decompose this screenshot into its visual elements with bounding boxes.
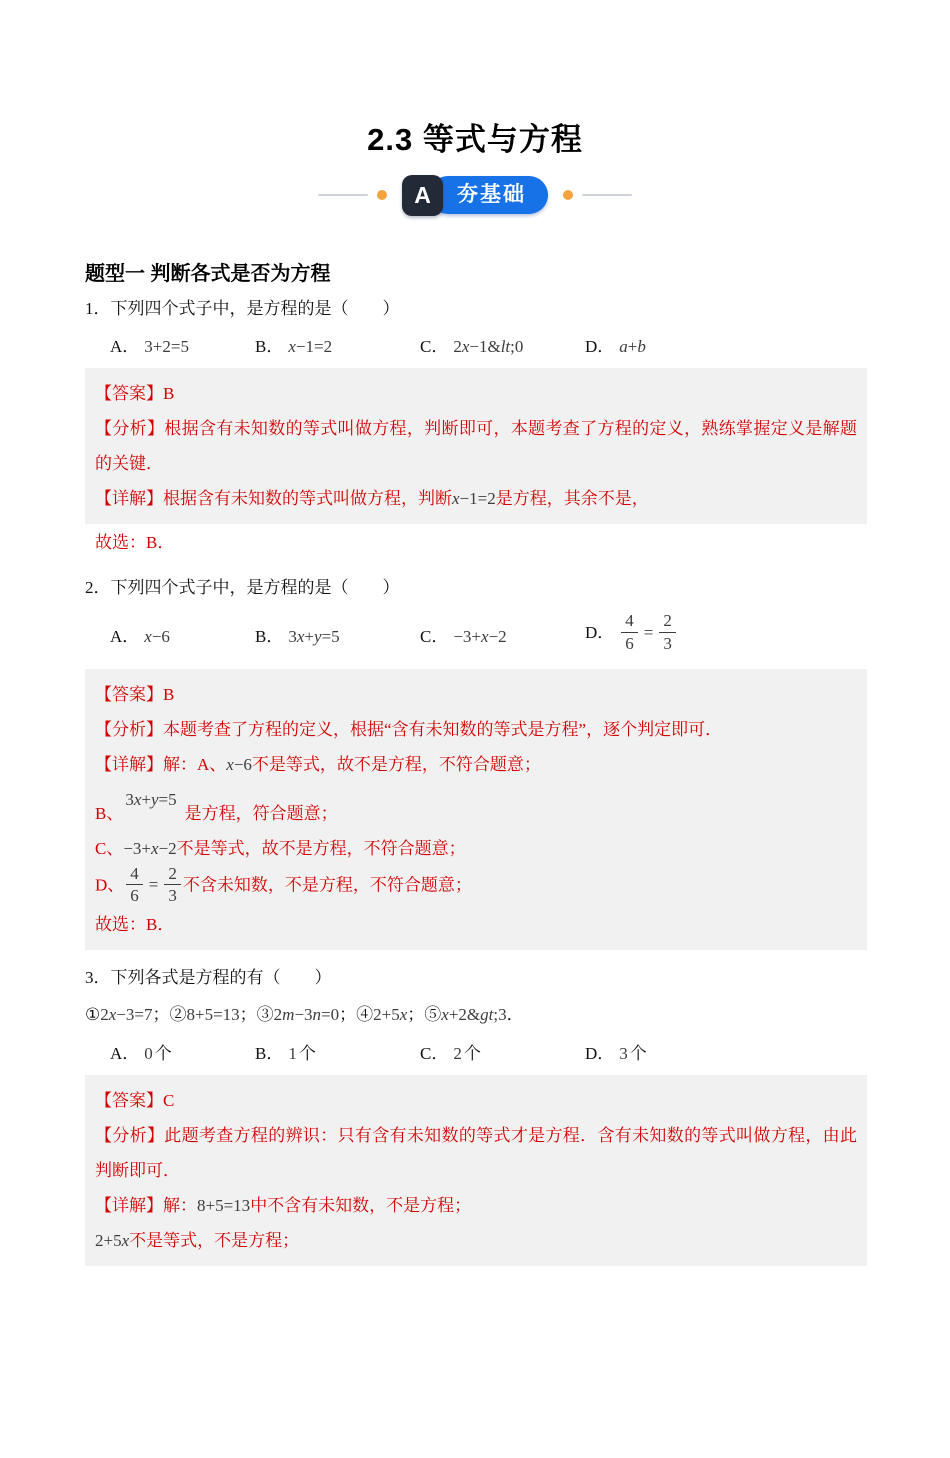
q1-analysis-line: 【分析】根据含有未知数的等式叫做方程，判断即可，本题考查了方程的定义，熟练掌握定义是解题的关键． <box>95 419 857 473</box>
q2-detail-c-formula: −3+x−2 <box>123 839 177 858</box>
badge-label: 夯基础 <box>429 176 548 214</box>
q3-item-4-formula: 2+5x <box>373 1005 408 1025</box>
q3-item-2-marker: ② <box>169 1005 187 1025</box>
q3-item-5-sep: ． <box>506 1005 524 1025</box>
q2-option-d-label: D． <box>585 622 615 642</box>
q3-option-c-count: 2 <box>453 1043 462 1063</box>
q3-option-d-suffix: 个 <box>629 1043 647 1063</box>
q1-option-c-label: C． <box>420 336 449 356</box>
q3-item-1-formula: 2x−3=7 <box>100 1005 153 1025</box>
q2-analysis-line: 【分析】本题考查了方程的定义，根据“含有未知数的等式是方程”，逐个判定即可． <box>95 720 723 739</box>
q2-detail-a-post: 不是等式，故不是方程，不符合题意； <box>251 755 541 774</box>
q3-item-3-formula: 2m−3n=0 <box>273 1005 340 1025</box>
q3-option-c <box>420 1039 585 1064</box>
q3-item-3-marker: ③ <box>256 1005 274 1025</box>
q3-options <box>85 1035 867 1067</box>
q2-conclusion: 故选：B． <box>95 915 175 935</box>
q1-answer-line: 【答案】B <box>95 384 175 403</box>
q2-detail-b-post: 是方程，符合题意； <box>184 804 338 823</box>
fraction-denominator: 3 <box>663 633 672 653</box>
q2-option-b-formula: 3x+y=5 <box>288 626 340 646</box>
orange-dot-right <box>563 190 573 200</box>
q3-item-5-marker: ⑤ <box>424 1005 442 1025</box>
fraction-numerator: 4 <box>621 611 638 632</box>
q1-option-d-label: D． <box>585 336 615 356</box>
q1-option-d-formula: a+b <box>619 336 646 356</box>
q3-option-a-suffix: 个 <box>154 1043 172 1063</box>
q1-detail-text-post: 是方程，其余不是， <box>495 489 649 508</box>
q3-analysis-line: 【分析】此题考查方程的辨识：只有含有未知数的等式才是方程．含有未知数的等式叫做方程，由此判断即可． <box>95 1126 857 1181</box>
q2-detail-a-pre: 【详解】解：A、 <box>95 755 227 774</box>
q2-answer-block <box>85 669 867 950</box>
q3-item-1-marker: ① <box>85 1005 101 1025</box>
divider-line-left <box>318 194 368 196</box>
fraction-numerator: 2 <box>659 611 676 632</box>
q2-detail-a-formula: x−6 <box>226 755 252 774</box>
fraction-denominator: 6 <box>130 886 139 906</box>
q3-option-c-label: C． <box>420 1043 449 1063</box>
divider-line-right <box>582 194 632 196</box>
fraction-numerator: 2 <box>164 864 181 885</box>
worksheet-page <box>0 114 950 1458</box>
q3-item-2-formula: 8+5=13 <box>186 1005 240 1025</box>
q1-conclusion: 故选：B． <box>95 533 175 552</box>
q3-detail-1-post: 中不含有未知数，不是方程； <box>250 1196 472 1216</box>
topic-heading: 题型一 判断各式是否为方程 <box>85 263 331 285</box>
q2-option-a-label: A． <box>110 626 140 646</box>
q3-option-b-suffix: 个 <box>298 1043 316 1063</box>
q3-detail-2-post: 不是等式，不是方程； <box>129 1231 300 1251</box>
q2-option-d-equals: = <box>643 622 654 642</box>
q3-detail-line-1 <box>95 1188 857 1223</box>
fraction-denominator: 3 <box>168 886 177 906</box>
section-a-badge <box>402 175 548 216</box>
q3-option-d-label: D． <box>585 1043 615 1063</box>
q1-answer-block <box>85 368 867 524</box>
q3-item-4-marker: ④ <box>356 1005 374 1025</box>
q1-option-b-formula: x−1=2 <box>288 336 333 356</box>
q2-option-a <box>110 622 255 647</box>
q3-stem: 3．下列各式是方程的有（ ） <box>85 968 332 988</box>
q3-item-3-sep: ； <box>339 1005 357 1025</box>
q2-options <box>85 607 867 661</box>
q2-detail-d-post: 不含未知数，不是方程，不符合题意； <box>182 875 472 895</box>
q3-option-c-suffix: 个 <box>463 1043 481 1063</box>
q2-option-a-formula: x−6 <box>144 626 170 646</box>
q2-detail-line-d <box>95 866 857 907</box>
q2-detail-line-a <box>95 747 857 782</box>
q3-item-1-sep: ； <box>152 1005 170 1025</box>
page-title: 2.3 等式与方程 <box>367 122 583 157</box>
fraction-numerator: 4 <box>126 864 143 885</box>
q1-option-a-label: A． <box>110 336 140 356</box>
q2-option-c-formula: −3+x−2 <box>453 626 507 646</box>
q3-option-a-label: A． <box>110 1043 140 1063</box>
q1-options <box>85 328 867 360</box>
q2-detail-c-post: 不是等式，故不是方程，不符合题意； <box>176 839 466 858</box>
q3-option-b-label: B． <box>255 1043 284 1063</box>
q1-detail-formula: x−1=2 <box>452 489 496 508</box>
q1-stem: 1．下列四个式子中，是方程的是（ ） <box>85 299 400 318</box>
q3-answer-line: 【答案】C <box>95 1091 175 1111</box>
q2-detail-d-fraction-right <box>164 864 181 905</box>
q3-option-b-count: 1 <box>288 1043 297 1063</box>
q2-detail-line-b <box>95 782 857 831</box>
q1-option-c <box>420 332 585 357</box>
q3-item-5-formula: x+2&gt;3 <box>441 1005 507 1025</box>
q3-item-4-sep: ； <box>407 1005 425 1025</box>
q3-detail-1-pre: 【详解】解： <box>95 1196 197 1216</box>
q1-option-c-formula: 2x−1&lt;0 <box>453 336 524 356</box>
q2-detail-line-c <box>95 831 857 866</box>
q3-option-a <box>110 1039 255 1064</box>
q3-option-d-count: 3 <box>619 1043 628 1063</box>
q1-option-a <box>110 332 255 357</box>
q1-option-b <box>255 332 420 357</box>
q2-detail-d-equals: = <box>148 875 159 895</box>
q2-option-c <box>420 622 585 647</box>
q1-option-a-formula: 3+2=5 <box>144 336 189 356</box>
q2-detail-d-fraction-left <box>126 864 143 905</box>
fraction-denominator: 6 <box>625 633 634 653</box>
q3-detail-line-2 <box>95 1223 857 1258</box>
q1-detail-text-pre: 【详解】根据含有未知数的等式叫做方程，判断 <box>95 489 452 508</box>
q2-option-b-label: B． <box>255 626 284 646</box>
q3-item-2-sep: ； <box>239 1005 257 1025</box>
q3-answer-block <box>85 1075 867 1266</box>
q1-option-d <box>585 332 867 357</box>
q2-detail-d-pre: D、 <box>95 875 125 895</box>
q2-option-d-fraction-right <box>659 611 676 652</box>
q1-detail-line <box>95 481 857 516</box>
q1-option-b-label: B． <box>255 336 284 356</box>
q2-option-c-label: C． <box>420 626 449 646</box>
q2-option-d <box>585 613 867 654</box>
q2-detail-b-formula: 3x+y=5 <box>125 790 177 809</box>
q2-detail-c-pre: C、 <box>95 839 124 858</box>
q2-answer-line: 【答案】B <box>95 685 175 704</box>
section-a-badge-row <box>0 173 950 217</box>
worksheet-content <box>85 257 867 1266</box>
badge-letter-a: A <box>402 175 443 216</box>
q2-option-b <box>255 622 420 647</box>
q3-expression-list <box>85 1000 867 1030</box>
q2-detail-b-pre: B、 <box>95 804 124 823</box>
q2-option-d-fraction-left <box>621 611 638 652</box>
q3-option-b <box>255 1039 420 1064</box>
q2-stem: 2．下列四个式子中，是方程的是（ ） <box>85 578 400 597</box>
q3-option-d <box>585 1039 867 1064</box>
q3-detail-1-formula: 8+5=13 <box>197 1196 251 1216</box>
orange-dot-left <box>377 190 387 200</box>
q3-option-a-count: 0 <box>144 1043 153 1063</box>
q3-detail-2-formula: 2+5x <box>95 1231 130 1251</box>
